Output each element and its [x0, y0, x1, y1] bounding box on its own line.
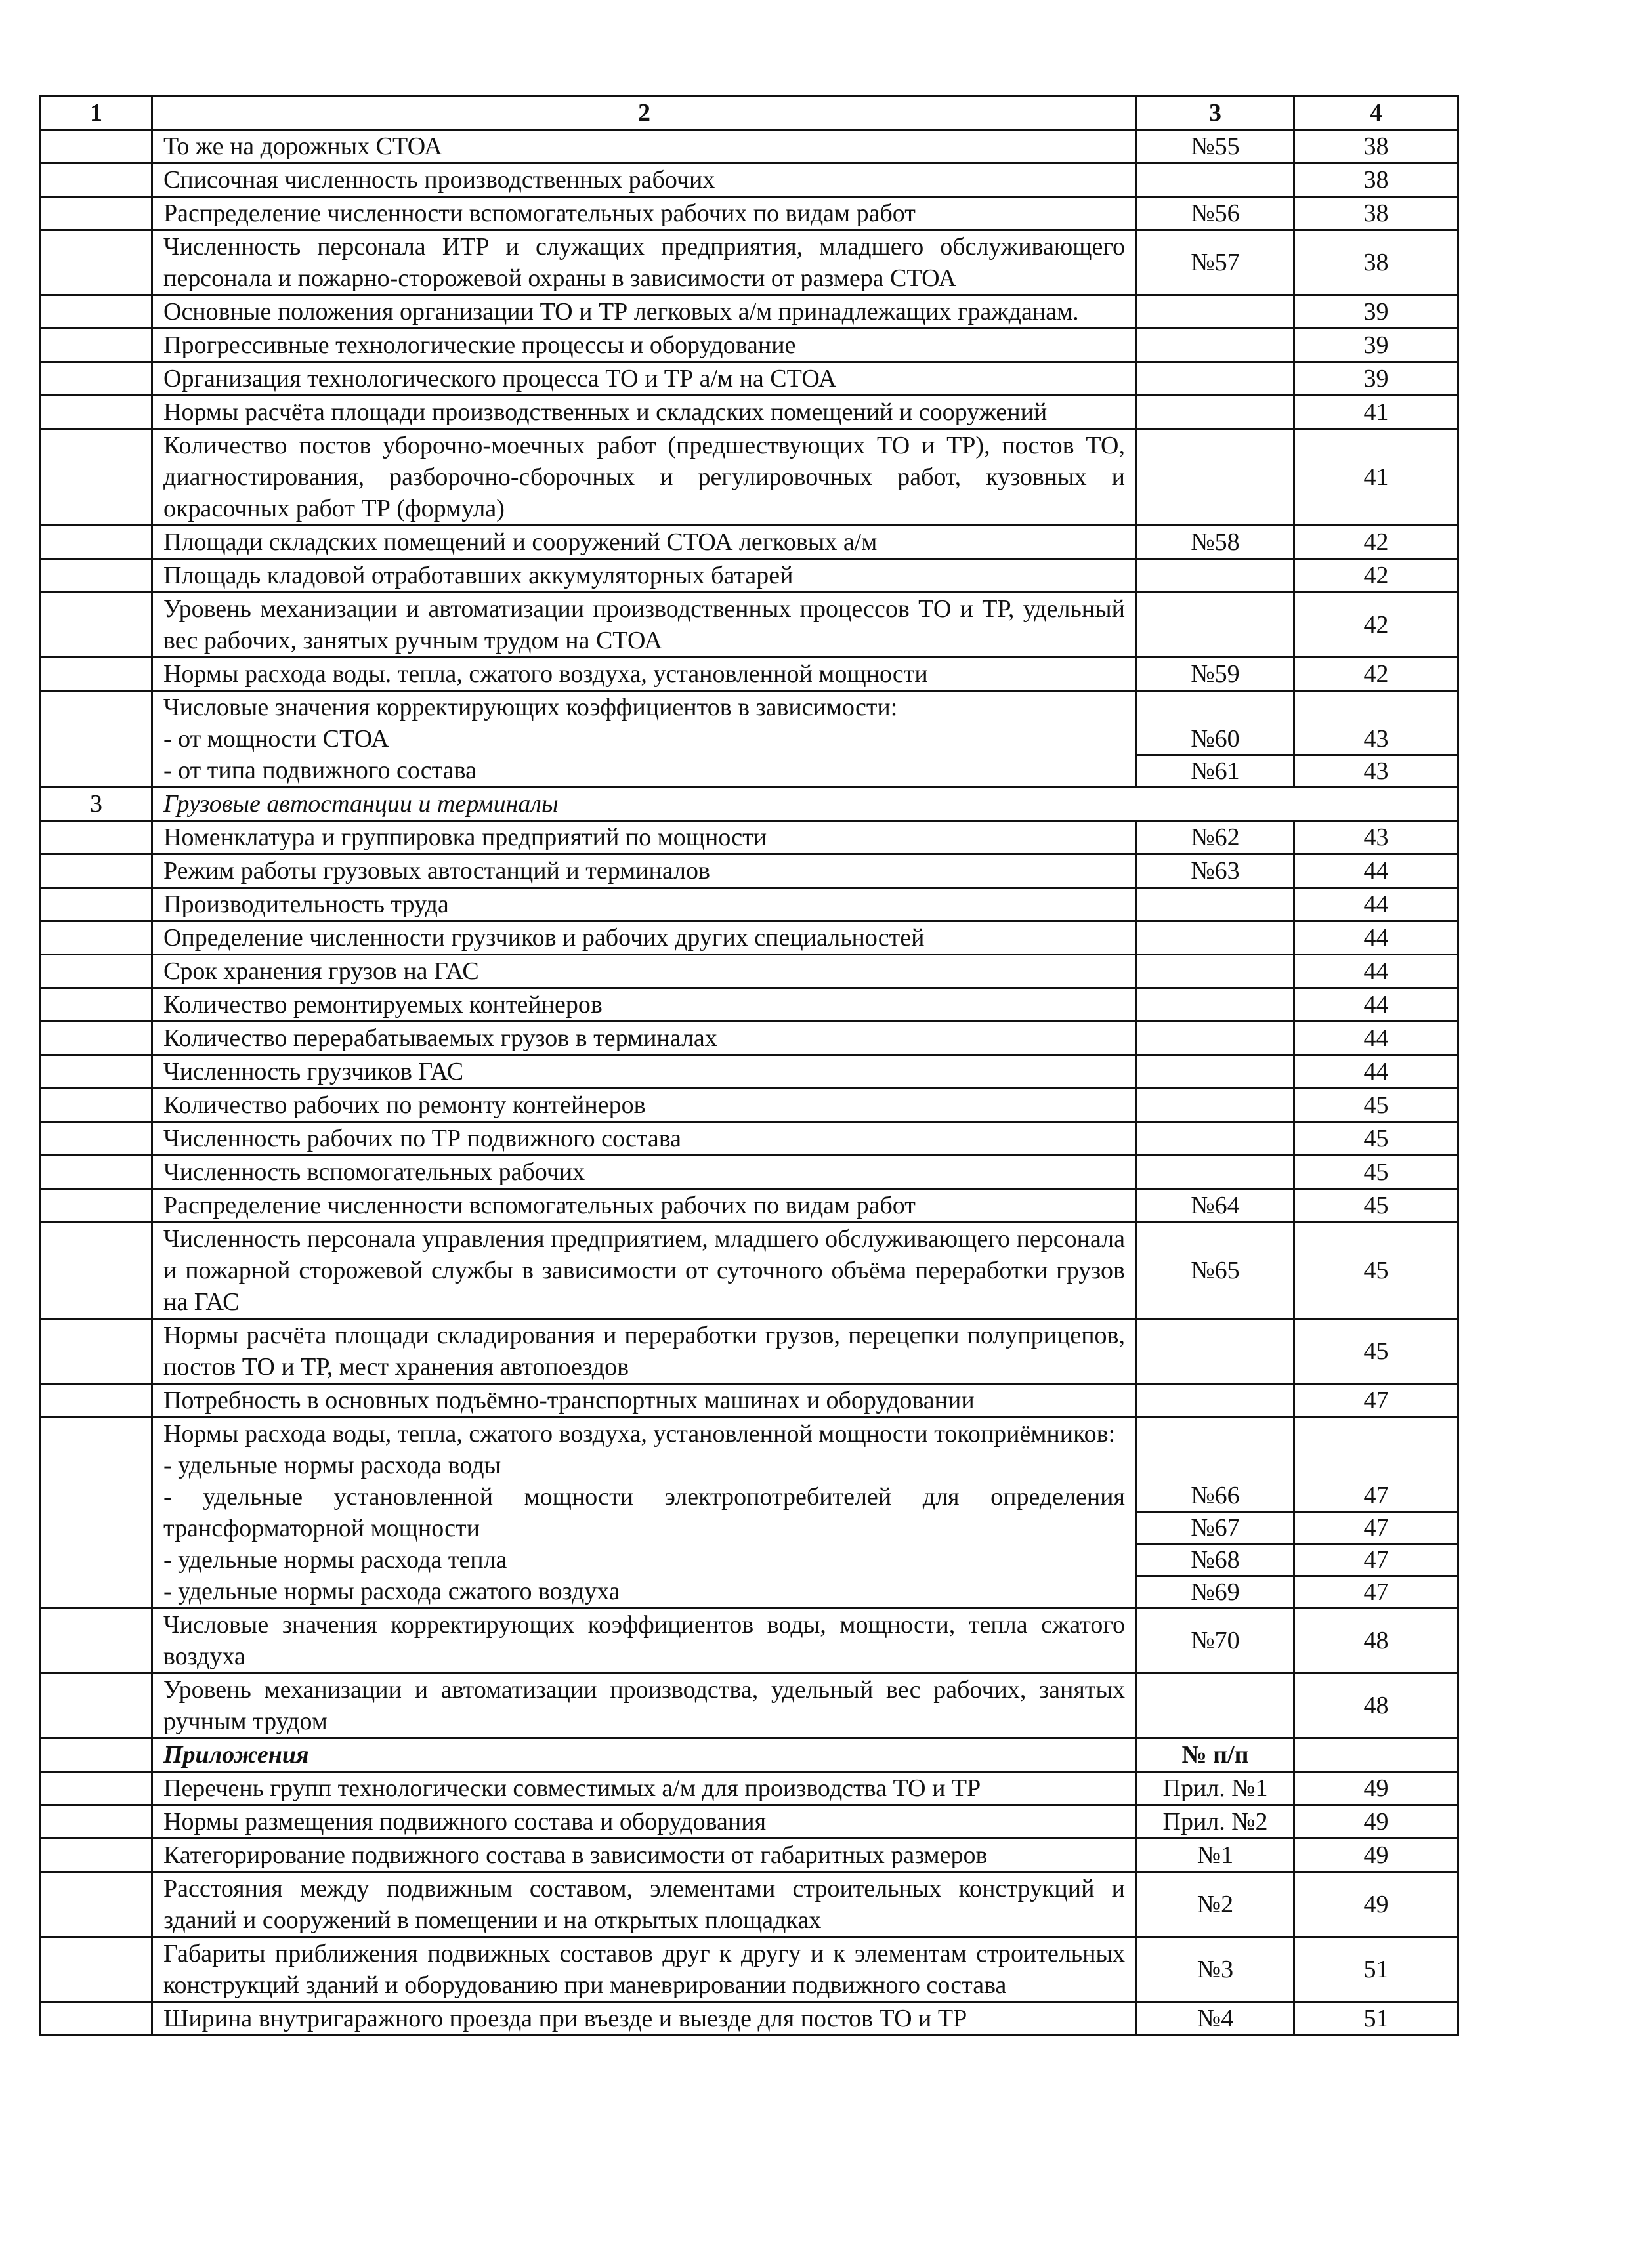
table-row — [41, 1156, 1458, 1189]
row-reference: Прил. №2 — [1137, 1805, 1294, 1839]
table-row — [41, 1608, 1458, 1673]
row-number-cell — [41, 593, 152, 658]
row-reference: №63 — [1137, 854, 1294, 888]
row-page: 41 — [1294, 429, 1458, 526]
row-title: Нормы размещения подвижного состава и оборудования — [152, 1805, 1137, 1839]
row-page: 44 — [1294, 921, 1458, 955]
row-page: 44 — [1294, 988, 1458, 1022]
row-title: Количество постов уборочно-моечных работ (предшествующих ТО и ТР), постов ТО, диагностирования, разборочно-сборочных и регулировочных работ, кузовных и окрасочных работ ТР (формула) — [152, 429, 1137, 526]
row-reference — [1137, 429, 1294, 526]
header-col-1: 1 — [41, 96, 152, 130]
block-reference: №66 — [1191, 1482, 1240, 1509]
row-reference: №65 — [1137, 1223, 1294, 1319]
row-title: Площадь кладовой отработавших аккумуляторных батарей — [152, 559, 1137, 593]
water-norms-block-row — [41, 1418, 1458, 1608]
row-page: 42 — [1294, 559, 1458, 593]
row-reference — [1137, 559, 1294, 593]
row-number-cell — [41, 1772, 152, 1805]
block-line: - удельные нормы расхода тепла — [163, 1546, 507, 1574]
row-page: 45 — [1294, 1156, 1458, 1189]
row-title: Срок хранения грузов на ГАС — [152, 955, 1137, 988]
row-reference — [1137, 362, 1294, 396]
row-page: 38 — [1294, 163, 1458, 197]
row-number-cell — [41, 1937, 152, 2002]
row-number-cell — [41, 854, 152, 888]
row-page: 39 — [1294, 362, 1458, 396]
appendix-title: Приложения — [152, 1738, 1137, 1772]
table-row — [41, 526, 1458, 559]
row-reference: №55 — [1137, 130, 1294, 163]
table-row — [41, 593, 1458, 658]
row-page: 38 — [1294, 230, 1458, 295]
row-number-cell — [41, 658, 152, 691]
row-page: 45 — [1294, 1319, 1458, 1384]
table-row — [41, 362, 1458, 396]
row-page: 42 — [1294, 593, 1458, 658]
row-number-cell — [41, 888, 152, 921]
row-page: 49 — [1294, 1772, 1458, 1805]
row-title: Численность вспомогательных рабочих — [152, 1156, 1137, 1189]
row-reference: №2 — [1137, 1872, 1294, 1937]
table-row — [41, 1319, 1458, 1384]
row-reference — [1137, 295, 1294, 329]
table-row — [41, 888, 1458, 921]
block-reference: №60 — [1191, 725, 1240, 753]
row-number-cell — [41, 821, 152, 854]
row-reference — [1137, 921, 1294, 955]
table-row — [41, 197, 1458, 230]
row-page: 45 — [1294, 1223, 1458, 1319]
row-title: Распределение численности вспомогательных рабочих по видам работ — [152, 1189, 1137, 1223]
row-title: Уровень механизации и автоматизации производственных процессов ТО и ТР, удельный вес рабочих, занятых ручным трудом на СТОА — [152, 593, 1137, 658]
row-number-cell — [41, 429, 152, 526]
table-row — [41, 854, 1458, 888]
row-reference — [1137, 988, 1294, 1022]
row-number-cell — [41, 197, 152, 230]
table-row — [41, 1189, 1458, 1223]
block-page: 47 — [1363, 1482, 1389, 1509]
row-reference: №59 — [1137, 658, 1294, 691]
row-number-cell — [41, 1673, 152, 1738]
row-reference — [1137, 1055, 1294, 1089]
row-reference: №70 — [1137, 1608, 1294, 1673]
row-title: Ширина внутригаражного проезда при въезде и выезде для постов ТО и ТР — [152, 2002, 1137, 2036]
block-page: 47 — [1295, 1575, 1457, 1607]
row-title: Категорирование подвижного состава в зависимости от габаритных размеров — [152, 1839, 1137, 1872]
row-reference — [1137, 396, 1294, 429]
header-col-4: 4 — [1294, 96, 1458, 130]
block-reference: №67 — [1137, 1511, 1293, 1543]
row-reference: Прил. №1 — [1137, 1772, 1294, 1805]
row-page: 38 — [1294, 197, 1458, 230]
block-line: - удельные установленной мощности электропотребителей для определения трансформаторной мощности — [163, 1483, 1125, 1542]
row-title: Основные положения организации ТО и ТР легковых а/м принадлежащих гражданам. — [152, 295, 1137, 329]
row-number-cell — [41, 230, 152, 295]
row-reference — [1137, 1122, 1294, 1156]
row-page: 51 — [1294, 2002, 1458, 2036]
row-number-cell — [41, 1319, 152, 1384]
row-number-cell — [41, 1089, 152, 1122]
row-title: Нормы расчёта площади складирования и переработки грузов, перецепки полуприцепов, постов ТО и ТР, мест хранения автопоездов — [152, 1319, 1137, 1384]
block-line: Числовые значения корректирующих коэффициентов в зависимости: — [163, 694, 898, 721]
block-line: - от типа подвижного состава — [163, 757, 477, 784]
block-pages — [1294, 691, 1458, 788]
block-text — [152, 1418, 1137, 1608]
row-number-cell — [41, 1418, 152, 1608]
row-page: 47 — [1294, 1384, 1458, 1418]
table-row — [41, 130, 1458, 163]
section-number: 3 — [41, 788, 152, 821]
table-row — [41, 163, 1458, 197]
row-title: Количество рабочих по ремонту контейнеров — [152, 1089, 1137, 1122]
row-page: 42 — [1294, 658, 1458, 691]
table-row — [41, 1937, 1458, 2002]
row-title: Потребность в основных подъёмно-транспортных машинах и оборудовании — [152, 1384, 1137, 1418]
table-row — [41, 1122, 1458, 1156]
row-number-cell — [41, 1055, 152, 1089]
block-page: 47 — [1295, 1511, 1457, 1543]
row-number-cell — [41, 1156, 152, 1189]
table-row — [41, 988, 1458, 1022]
row-number-cell — [41, 1022, 152, 1055]
row-reference — [1137, 1673, 1294, 1738]
table-row — [41, 295, 1458, 329]
block-reference: №69 — [1137, 1575, 1293, 1607]
row-page: 41 — [1294, 396, 1458, 429]
row-reference — [1137, 163, 1294, 197]
row-page: 45 — [1294, 1122, 1458, 1156]
row-number-cell — [41, 163, 152, 197]
row-page: 43 — [1294, 821, 1458, 854]
row-number-cell — [41, 955, 152, 988]
row-title: Определение численности грузчиков и рабочих других специальностей — [152, 921, 1137, 955]
row-title: Уровень механизации и автоматизации производства, удельный вес рабочих, занятых ручным трудом — [152, 1673, 1137, 1738]
block-line: - удельные нормы расхода воды — [163, 1452, 501, 1479]
header-col-2: 2 — [152, 96, 1137, 130]
block-page: 43 — [1295, 754, 1457, 786]
row-title: Расстояния между подвижным составом, элементами строительных конструкций и зданий и сооружений в помещении и на открытых площадках — [152, 1872, 1137, 1937]
row-title: Перечень групп технологически совместимых а/м для производства ТО и ТР — [152, 1772, 1137, 1805]
row-page: 44 — [1294, 888, 1458, 921]
table-row — [41, 1772, 1458, 1805]
block-line: Нормы расхода воды, тепла, сжатого воздуха, установленной мощности токоприёмников: — [163, 1420, 1116, 1448]
table-row — [41, 1839, 1458, 1872]
table-row — [41, 559, 1458, 593]
row-number-cell — [41, 1839, 152, 1872]
table-row — [41, 230, 1458, 295]
row-page: 51 — [1294, 1937, 1458, 2002]
table-row — [41, 1384, 1458, 1418]
header-col-3: 3 — [1137, 96, 1294, 130]
row-page: 49 — [1294, 1805, 1458, 1839]
row-reference: №3 — [1137, 1937, 1294, 2002]
contents-table — [39, 95, 1459, 2036]
row-page: 44 — [1294, 854, 1458, 888]
block-text — [152, 691, 1137, 788]
block-references — [1137, 1418, 1294, 1608]
row-page: 44 — [1294, 1022, 1458, 1055]
row-title: Численность рабочих по ТР подвижного состава — [152, 1122, 1137, 1156]
table-row — [41, 1055, 1458, 1089]
row-number-cell — [41, 1189, 152, 1223]
row-title: Распределение численности вспомогательных рабочих по видам работ — [152, 197, 1137, 230]
row-number-cell — [41, 526, 152, 559]
table-row — [41, 396, 1458, 429]
row-page: 49 — [1294, 1872, 1458, 1937]
table-row — [41, 955, 1458, 988]
row-page: 44 — [1294, 955, 1458, 988]
row-title: Нормы расчёта площади производственных и складских помещений и сооружений — [152, 396, 1137, 429]
block-pages — [1294, 1418, 1458, 1608]
row-reference — [1137, 1022, 1294, 1055]
row-reference — [1137, 1384, 1294, 1418]
row-number-cell — [41, 1223, 152, 1319]
row-number-cell — [41, 559, 152, 593]
row-page: 39 — [1294, 295, 1458, 329]
row-number-cell — [41, 1738, 152, 1772]
table-row — [41, 821, 1458, 854]
coefficient-block-row — [41, 691, 1458, 788]
appendix-header-row — [41, 1738, 1458, 1772]
row-number-cell — [41, 329, 152, 362]
row-reference — [1137, 888, 1294, 921]
contents-table-page — [39, 95, 1457, 2036]
table-row — [41, 1872, 1458, 1937]
table-row — [41, 1223, 1458, 1319]
row-number-cell — [41, 362, 152, 396]
row-title: Численность персонала ИТР и служащих предприятия, младшего обслуживающего персонала и пожарно-сторожевой охраны в зависимости от размера СТОА — [152, 230, 1137, 295]
row-page: 48 — [1294, 1608, 1458, 1673]
row-title: Организация технологического процесса ТО и ТР а/м на СТОА — [152, 362, 1137, 396]
row-page: 48 — [1294, 1673, 1458, 1738]
row-reference — [1137, 329, 1294, 362]
table-row — [41, 1089, 1458, 1122]
row-title: Количество ремонтируемых контейнеров — [152, 988, 1137, 1022]
row-number-cell — [41, 988, 152, 1022]
row-reference: №57 — [1137, 230, 1294, 295]
row-number-cell — [41, 1805, 152, 1839]
table-row — [41, 1805, 1458, 1839]
row-number-cell — [41, 2002, 152, 2036]
header-row — [41, 96, 1458, 130]
row-reference: №1 — [1137, 1839, 1294, 1872]
row-reference — [1137, 1089, 1294, 1122]
table-row — [41, 921, 1458, 955]
block-page: 43 — [1363, 725, 1389, 753]
row-reference: №56 — [1137, 197, 1294, 230]
row-number-cell — [41, 1384, 152, 1418]
row-number-cell — [41, 130, 152, 163]
row-reference: №64 — [1137, 1189, 1294, 1223]
row-reference — [1137, 1319, 1294, 1384]
block-reference: №61 — [1137, 754, 1293, 786]
row-page: 38 — [1294, 130, 1458, 163]
row-reference: №4 — [1137, 2002, 1294, 2036]
block-line: - от мощности СТОА — [163, 725, 389, 753]
block-page: 47 — [1295, 1543, 1457, 1575]
row-reference — [1137, 1156, 1294, 1189]
row-title: Номенклатура и группировка предприятий по мощности — [152, 821, 1137, 854]
table-row — [41, 329, 1458, 362]
table-row — [41, 1022, 1458, 1055]
row-number-cell — [41, 691, 152, 788]
row-title: Числовые значения корректирующих коэффициентов воды, мощности, тепла сжатого воздуха — [152, 1608, 1137, 1673]
row-page: 45 — [1294, 1089, 1458, 1122]
row-number-cell — [41, 396, 152, 429]
row-reference: №58 — [1137, 526, 1294, 559]
appendix-ref-header: № п/п — [1137, 1738, 1294, 1772]
row-title: Численность персонала управления предприятием, младшего обслуживающего персонала и пожарной сторожевой службы в зависимости от суточного объёма переработки грузов на ГАС — [152, 1223, 1137, 1319]
row-title: Количество перерабатываемых грузов в терминалах — [152, 1022, 1137, 1055]
row-reference — [1137, 593, 1294, 658]
table-row — [41, 2002, 1458, 2036]
row-title: Численность грузчиков ГАС — [152, 1055, 1137, 1089]
row-page: 42 — [1294, 526, 1458, 559]
section-row — [41, 788, 1458, 821]
row-title: Списочная численность производственных рабочих — [152, 163, 1137, 197]
block-line: - удельные нормы расхода сжатого воздуха — [163, 1578, 620, 1605]
row-page: 49 — [1294, 1839, 1458, 1872]
section-title: Грузовые автостанции и терминалы — [152, 788, 1458, 821]
row-number-cell — [41, 1122, 152, 1156]
row-title: Габариты приближения подвижных составов друг к другу и к элементам строительных конструкций зданий и оборудованию при маневрировании подвижного состава — [152, 1937, 1137, 2002]
block-reference: №68 — [1137, 1543, 1293, 1575]
row-title: То же на дорожных СТОА — [152, 130, 1137, 163]
row-title: Площади складских помещений и сооружений СТОА легковых а/м — [152, 526, 1137, 559]
row-page: 44 — [1294, 1055, 1458, 1089]
block-references — [1137, 691, 1294, 788]
table-row — [41, 658, 1458, 691]
row-page — [1294, 1738, 1458, 1772]
row-title: Прогрессивные технологические процессы и оборудование — [152, 329, 1137, 362]
table-row — [41, 1673, 1458, 1738]
row-title: Нормы расхода воды. тепла, сжатого воздуха, установленной мощности — [152, 658, 1137, 691]
row-reference — [1137, 955, 1294, 988]
row-number-cell — [41, 1608, 152, 1673]
row-page: 39 — [1294, 329, 1458, 362]
row-title: Режим работы грузовых автостанций и терминалов — [152, 854, 1137, 888]
row-page: 45 — [1294, 1189, 1458, 1223]
row-title: Производительность труда — [152, 888, 1137, 921]
row-number-cell — [41, 295, 152, 329]
row-number-cell — [41, 1872, 152, 1937]
table-row — [41, 429, 1458, 526]
row-number-cell — [41, 921, 152, 955]
row-reference: №62 — [1137, 821, 1294, 854]
